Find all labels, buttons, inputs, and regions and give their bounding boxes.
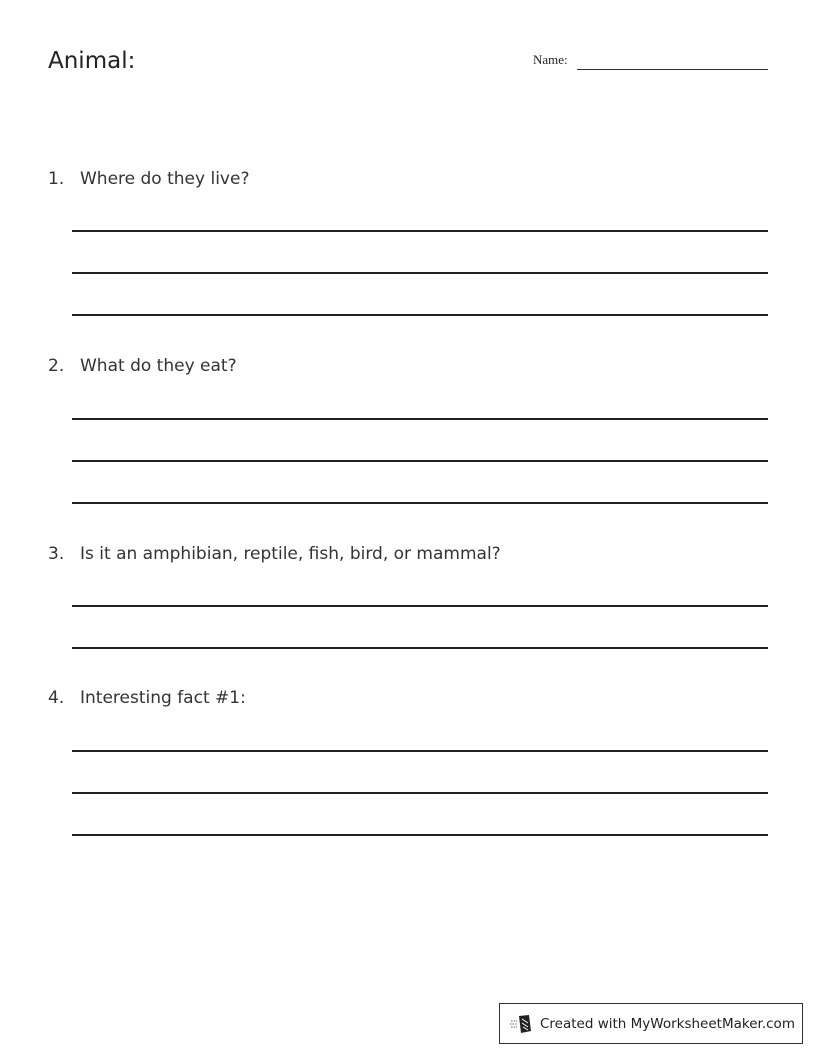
answer-line[interactable] [72, 792, 768, 794]
answer-line[interactable] [72, 460, 768, 462]
footer-credit-box [499, 1003, 803, 1044]
answer-line[interactable] [72, 418, 768, 420]
name-field-line[interactable] [577, 69, 768, 70]
question-3 [48, 544, 501, 564]
answer-line[interactable] [72, 605, 768, 607]
question-4 [48, 688, 246, 708]
question-number: 2. [48, 356, 65, 376]
footer-credit-text: Created with MyWorksheetMaker.com [540, 1015, 795, 1032]
answer-line[interactable] [72, 502, 768, 504]
worksheet-logo-icon [510, 1013, 534, 1035]
question-text: Interesting fact #1: [80, 688, 246, 708]
answer-line[interactable] [72, 834, 768, 836]
question-number: 3. [48, 544, 65, 564]
question-number: 4. [48, 688, 65, 708]
question-text: Where do they live? [80, 169, 250, 189]
answer-line[interactable] [72, 272, 768, 274]
question-text: What do they eat? [80, 356, 237, 376]
answer-line[interactable] [72, 750, 768, 752]
name-label: Name: [533, 52, 568, 67]
answer-line[interactable] [72, 647, 768, 649]
question-number: 1. [48, 169, 65, 189]
worksheet-title: Animal: [48, 48, 136, 74]
question-1 [48, 169, 249, 189]
question-text: Is it an amphibian, reptile, fish, bird, or mammal? [80, 544, 501, 564]
question-2 [48, 356, 237, 376]
answer-line[interactable] [72, 314, 768, 316]
answer-line[interactable] [72, 230, 768, 232]
